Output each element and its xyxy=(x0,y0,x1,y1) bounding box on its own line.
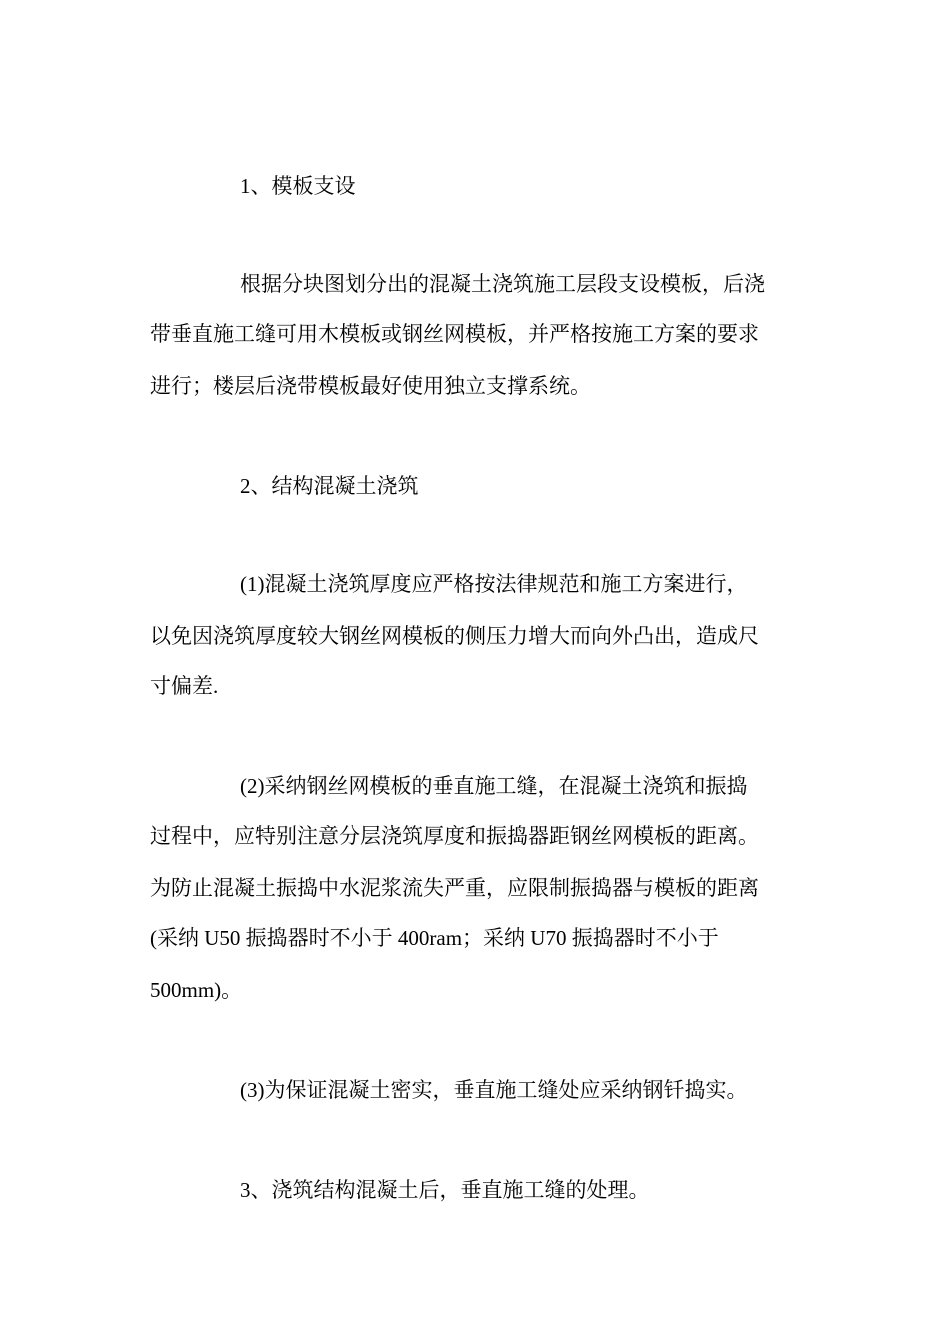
paragraph-line: (2)采纳钢丝网模板的垂直施工缝，在混凝土浇筑和振捣 xyxy=(240,774,748,798)
paragraph-line: (1)混凝土浇筑厚度应严格按法律规范和施工方案进行， xyxy=(240,572,748,596)
paragraph-line: 以免因浇筑厚度较大钢丝网模板的侧压力增大而向外凸出，造成尺 xyxy=(150,624,759,648)
paragraph-line: 带垂直施工缝可用木模板或钢丝网模板，并严格按施工方案的要求 xyxy=(150,322,759,346)
section-heading-1: 1、模板支设 xyxy=(240,174,356,198)
paragraph-line: (3)为保证混凝土密实，垂直施工缝处应采纳钢钎捣实。 xyxy=(240,1078,748,1102)
paragraph-line: 根据分块图划分出的混凝土浇筑施工层段支设模板，后浇 xyxy=(240,272,765,296)
section-heading-3: 3、浇筑结构混凝土后，垂直施工缝的处理。 xyxy=(240,1178,650,1202)
paragraph-line: 500mm)。 xyxy=(150,978,243,1002)
paragraph-line: 为防止混凝土振捣中水泥浆流失严重，应限制振捣器与模板的距离 xyxy=(150,876,759,900)
paragraph-line: 过程中，应特别注意分层浇筑厚度和振捣器距钢丝网模板的距离。 xyxy=(150,824,759,848)
paragraph-line: 进行；楼层后浇带模板最好使用独立支撑系统。 xyxy=(150,374,591,398)
section-heading-2: 2、结构混凝土浇筑 xyxy=(240,474,419,498)
paragraph-line: (采纳 U50 振捣器时不小于 400ram；采纳 U70 振捣器时不小于 xyxy=(150,926,719,950)
paragraph-line: 寸偏差. xyxy=(150,674,219,698)
